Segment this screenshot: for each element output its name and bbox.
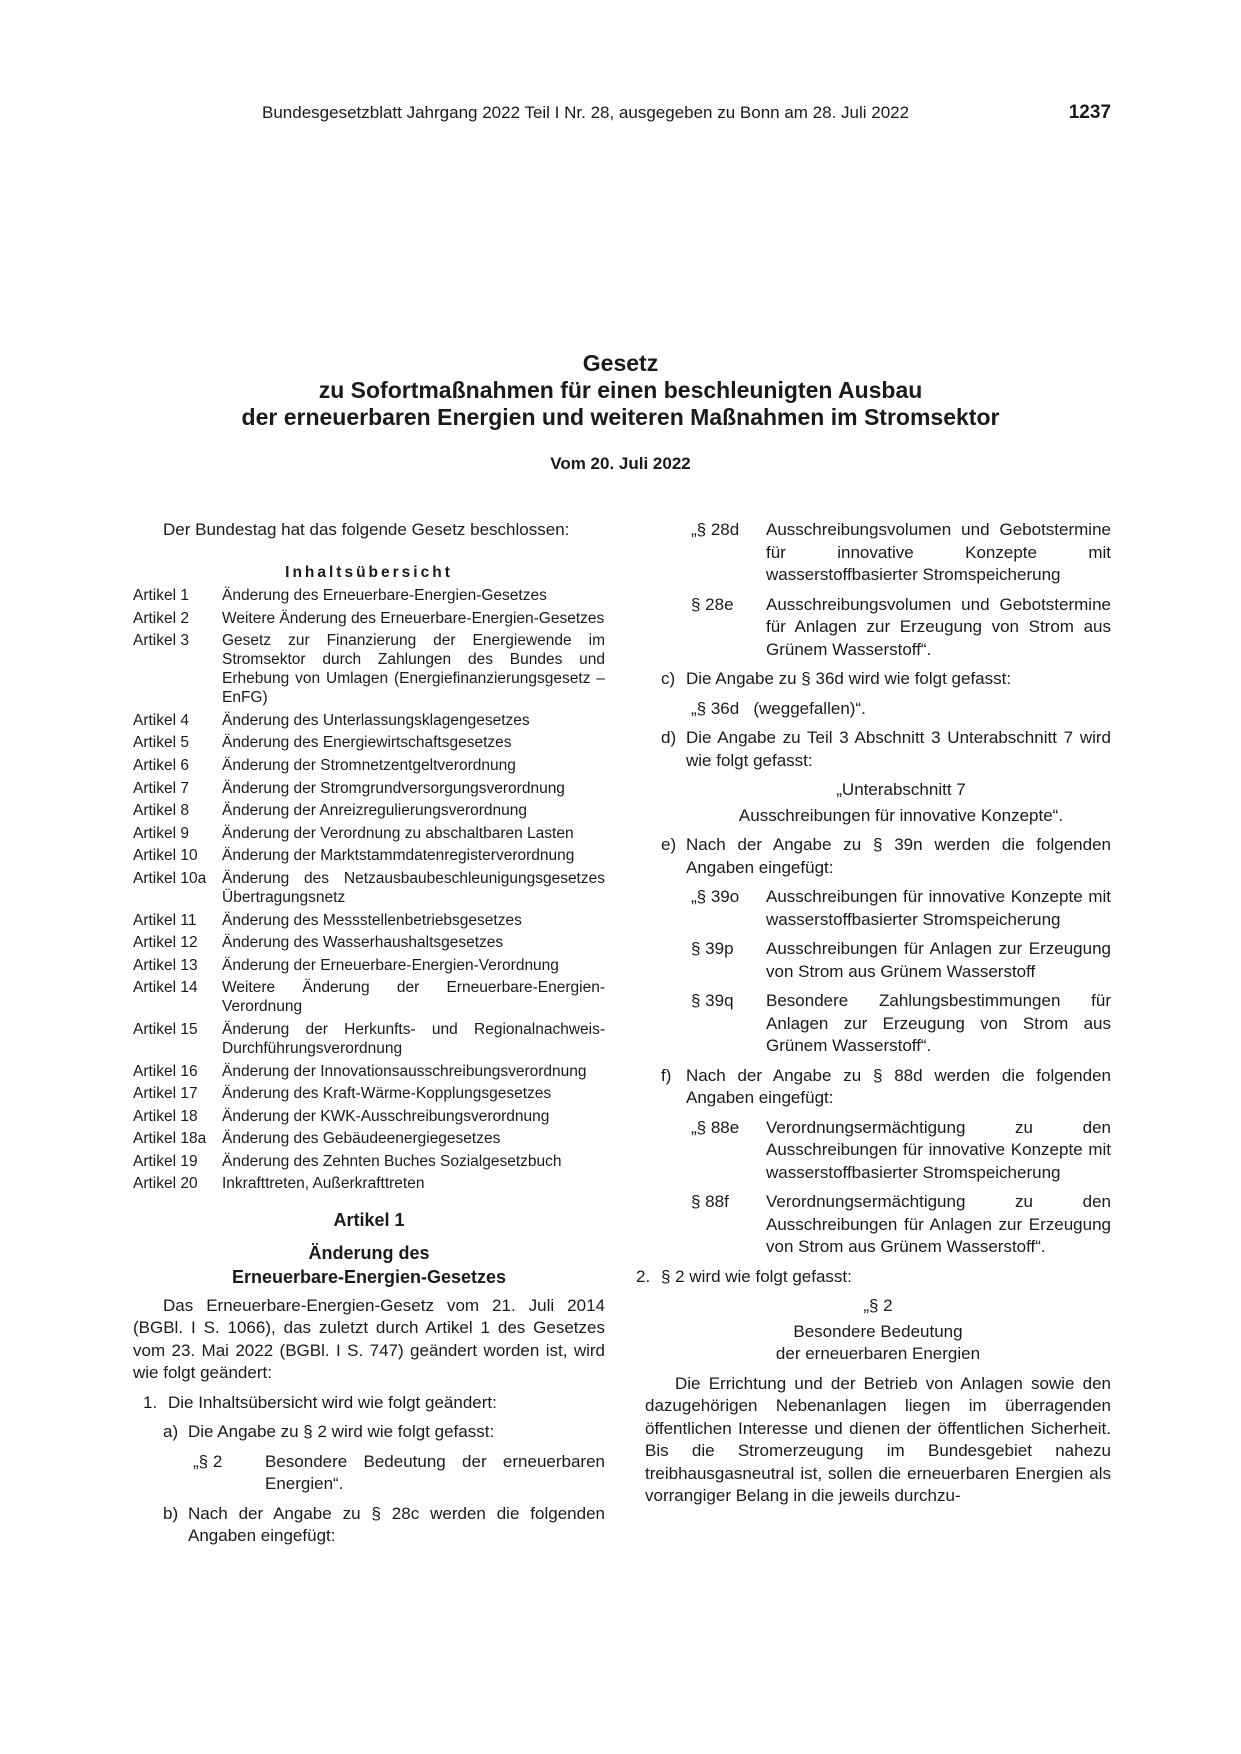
amendment-subitem — [133, 1421, 605, 1444]
toc-label: Artikel 8 — [133, 802, 189, 820]
section-text: Verordnungsermächtigung zu den Ausschreibungen für Anlagen zur Erzeugung von Strom aus Grünem Wasserstoff“. — [766, 1192, 1111, 1256]
toc-row — [133, 711, 605, 730]
toc-label: Artikel 7 — [133, 779, 189, 797]
toc-title: Änderung der Stromgrundversorgungsverordnung — [222, 779, 565, 797]
toc-label: Artikel 3 — [133, 632, 189, 650]
amendment-subitem — [645, 1065, 1111, 1110]
section-entry — [645, 990, 1111, 1058]
article-body: Das Erneuerbare-Energien-Gesetz vom 21. Juli 2014 (BGBl. I S. 1066), das zuletzt durch Artikel 1 des Gesetzes vom 23. Mai 2022 (BGBl. I S. 747) geändert worden ist, wird wie folgt geändert: — [133, 1295, 605, 1383]
section-entry — [645, 1117, 1111, 1185]
toc-row — [133, 911, 605, 930]
article-title — [133, 1241, 605, 1289]
section-number: „§ 28d — [691, 520, 740, 539]
toc-row — [133, 869, 605, 907]
running-head — [262, 98, 1111, 128]
section-text: Verordnungsermächtigung zu den Ausschreibungen für innovative Konzepte mit wasserstoffbasierter Stromspeicherung — [766, 1117, 1111, 1182]
toc-title: Änderung der KWK-Ausschreibungsverordnung — [222, 1107, 550, 1125]
toc-title: Änderung des Kraft-Wärme-Kopplungsgesetzes — [222, 1085, 552, 1103]
item-text: Nach der Angabe zu § 39n werden die folgenden Angaben eingefügt: — [686, 835, 1111, 877]
toc-title: Änderung des Netzausbaubeschleunigungsgesetzes Übertragungsnetz — [222, 869, 605, 906]
toc-title: Änderung der Verordnung zu abschaltbaren Lasten — [222, 824, 574, 842]
toc-title: Änderung der Stromnetzentgeltverordnung — [222, 756, 516, 774]
section-entry — [645, 1191, 1111, 1259]
toc-label: Artikel 4 — [133, 711, 189, 729]
article-title-line: Erneuerbare-Energien-Gesetzes — [231, 1266, 507, 1287]
toc-title: Änderung der Anreizregulierungsverordnung — [222, 802, 528, 820]
toc-label: Artikel 14 — [133, 979, 198, 997]
toc-title: Inkrafttreten, Außerkrafttreten — [222, 1175, 425, 1193]
toc-row — [133, 756, 605, 775]
toc-row — [133, 1084, 605, 1103]
toc-title: Änderung der Innovationsausschreibungsverordnung — [222, 1062, 587, 1080]
section-text: Ausschreibungen für Anlagen zur Erzeugung von Strom aus Grünem Wasserstoff — [766, 939, 1111, 981]
section-number: § 39p — [691, 939, 734, 958]
subsection-heading: „Unterabschnitt 7 — [836, 780, 966, 799]
section-number: § 28e — [691, 594, 734, 614]
toc-row — [133, 586, 605, 605]
toc-row — [133, 978, 605, 1016]
toc-label: Artikel 2 — [133, 609, 189, 627]
enactment-clause: Der Bundestag hat das folgende Gesetz beschlossen: — [163, 520, 570, 539]
item-marker: 2. — [636, 1266, 651, 1286]
subsection-title: Ausschreibungen für innovative Konzepte“. — [738, 805, 1064, 825]
law-title-line: der erneuerbaren Energien und weiteren Maßnahmen im Stromsektor — [241, 404, 1000, 430]
item-text: Die Angabe zu § 2 wird wie folgt gefasst: — [188, 1422, 495, 1442]
toc-title: Änderung des Energiewirtschaftsgesetzes — [222, 734, 512, 752]
section-text: Ausschreibungsvolumen und Gebotstermine für innovative Konzepte mit wasserstoffbasierter Stromspeicherung — [766, 520, 1111, 584]
section-heading: „§ 2 — [863, 1296, 893, 1315]
toc-label: Artikel 18 — [133, 1107, 198, 1125]
item-text: Nach der Angabe zu § 88d werden die folgenden Angaben eingefügt: — [686, 1065, 1111, 1107]
toc-row — [133, 609, 605, 628]
section-title-line: Besondere Bedeutung — [793, 1321, 963, 1341]
law-title-line: Gesetz — [582, 350, 659, 376]
toc-label: Artikel 16 — [133, 1062, 198, 1080]
toc-row — [133, 1107, 605, 1126]
amendment-subitem — [645, 727, 1111, 772]
toc-label: Artikel 13 — [133, 956, 198, 974]
item-text: Die Angabe zu Teil 3 Abschnitt 3 Unterabschnitt 7 wird wie folgt gefasst: — [686, 728, 1111, 770]
toc-row — [133, 801, 605, 820]
section-number: „§ 2 — [193, 1451, 223, 1471]
amendment-item — [636, 1266, 1111, 1289]
section-number: § 88f — [691, 1192, 729, 1211]
toc-title: Gesetz zur Finanzierung der Energiewende im Stromsektor durch Zahlungen des Bundes und Erhebung von Umlagen (Energiefinanzierungsgesetz – EnFG) — [222, 632, 605, 707]
toc-label: Artikel 11 — [133, 911, 197, 929]
toc-row — [133, 956, 605, 975]
toc-row — [133, 1020, 605, 1058]
table-of-contents — [133, 586, 605, 1193]
toc-title: Weitere Änderung der Erneuerbare-Energien-Verordnung — [222, 979, 605, 1016]
section-body: Die Errichtung und der Betrieb von Anlagen sowie den dazugehörigen Nebenanlagen liegen im überragenden öffentlichen Interesse und dienen der öffentlichen Sicherheit. Bis die Stromerzeugung im Bundesgebiet nahezu treibhausgasneutral ist, sollen die erneuerbaren Energien als vorrangiger Belang in die jeweils durchzu- — [645, 1373, 1111, 1505]
toc-label: Artikel 1 — [133, 587, 189, 604]
toc-title: Weitere Änderung des Erneuerbare-Energien-Gesetzes — [222, 609, 605, 627]
toc-title: Änderung der Erneuerbare-Energien-Verordnung — [222, 956, 559, 974]
toc-row — [133, 779, 605, 798]
section-entry — [133, 1451, 605, 1496]
item-marker: b) — [163, 1503, 179, 1523]
amendment-subitem — [133, 1503, 605, 1548]
item-marker: d) — [661, 728, 677, 747]
item-marker: f) — [661, 1065, 672, 1085]
section-text: Ausschreibungsvolumen und Gebotstermine für Anlagen zur Erzeugung von Strom aus Grünem Wasserstoff“. — [766, 594, 1111, 659]
section-entry — [645, 938, 1111, 983]
section-text: Besondere Zahlungsbestimmungen für Anlagen zur Erzeugung von Strom aus Grünem Wasserstoff“. — [766, 991, 1111, 1055]
item-text: Die Inhaltsübersicht wird wie folgt geändert: — [168, 1392, 497, 1412]
toc-label: Artikel 12 — [133, 934, 198, 952]
toc-row — [133, 1062, 605, 1081]
page-number: 1237 — [1068, 102, 1111, 123]
toc-title: Änderung des Messstellenbetriebsgesetzes — [222, 911, 522, 929]
item-text: Nach der Angabe zu § 28c werden die folgenden Angaben eingefügt: — [188, 1503, 605, 1546]
toc-row — [133, 1129, 605, 1148]
item-marker: a) — [163, 1422, 179, 1442]
item-text: § 2 wird wie folgt gefasst: — [661, 1266, 852, 1286]
section-number: § 39q — [691, 991, 734, 1010]
section-title-line: der erneuerbaren Energien — [775, 1344, 981, 1363]
toc-label: Artikel 18a — [133, 1130, 207, 1148]
toc-title: Änderung der Marktstammdatenregisterverordnung — [222, 847, 575, 865]
section-number: „§ 39o — [691, 887, 740, 906]
toc-label: Artikel 17 — [133, 1085, 198, 1103]
publication-line: Bundesgesetzblatt Jahrgang 2022 Teil I Nr. 28, ausgegeben zu Bonn am 28. Juli 2022 — [262, 103, 910, 122]
item-marker: c) — [661, 669, 676, 688]
section-entry — [645, 519, 1111, 587]
section-entry — [645, 594, 1111, 662]
toc-row — [133, 824, 605, 843]
toc-title: Änderung des Erneuerbare-Energien-Gesetzes — [222, 587, 547, 604]
section-title — [645, 1321, 1111, 1366]
toc-title: Änderung des Unterlassungsklagengesetzes — [222, 711, 530, 729]
section-text: Besondere Bedeutung der erneuerbaren Energien“. — [265, 1451, 605, 1494]
toc-label: Artikel 9 — [133, 824, 189, 842]
toc-row — [133, 1174, 605, 1193]
law-title — [0, 350, 1241, 431]
toc-row — [133, 631, 605, 707]
section-text: Ausschreibungen für innovative Konzepte mit wasserstoffbasierter Stromspeicherung — [766, 887, 1111, 929]
toc-label: Artikel 6 — [133, 756, 189, 774]
amendment-subitem — [645, 668, 1111, 691]
toc-title: Änderung des Wasserhaushaltsgesetzes — [222, 934, 504, 952]
left-column — [133, 519, 605, 1555]
toc-heading: Inhaltsübersicht — [285, 563, 453, 581]
article-number: Artikel 1 — [333, 1210, 405, 1231]
toc-label: Artikel 19 — [133, 1152, 198, 1170]
toc-label: Artikel 20 — [133, 1175, 198, 1193]
toc-label: Artikel 15 — [133, 1020, 198, 1038]
toc-row — [133, 933, 605, 952]
toc-title: Änderung des Gebäudeenergiegesetzes — [222, 1130, 501, 1148]
item-marker: e) — [661, 835, 677, 854]
amendment-item — [133, 1392, 605, 1415]
toc-row — [133, 733, 605, 752]
toc-title: Änderung der Herkunfts- und Regionalnachweis-Durchführungsverordnung — [222, 1020, 605, 1057]
law-title-line: zu Sofortmaßnahmen für einen beschleunigten Ausbau — [318, 377, 923, 403]
section-quote: „§ 36d (weggefallen)“. — [691, 698, 866, 718]
toc-row — [133, 1152, 605, 1171]
item-marker: 1. — [143, 1392, 158, 1412]
item-text: Die Angabe zu § 36d wird wie folgt gefasst: — [686, 669, 1012, 688]
toc-row — [133, 846, 605, 865]
toc-label: Artikel 5 — [133, 734, 189, 752]
right-column — [636, 519, 1111, 1508]
section-entry — [645, 886, 1111, 931]
toc-label: Artikel 10 — [133, 847, 198, 865]
section-number: „§ 88e — [691, 1117, 740, 1137]
law-date: Vom 20. Juli 2022 — [550, 454, 691, 473]
amendment-subitem — [645, 834, 1111, 879]
toc-title: Änderung des Zehnten Buches Sozialgesetzbuch — [222, 1152, 562, 1170]
toc-label: Artikel 10a — [133, 869, 207, 887]
article-title-line: Änderung des — [308, 1242, 430, 1263]
